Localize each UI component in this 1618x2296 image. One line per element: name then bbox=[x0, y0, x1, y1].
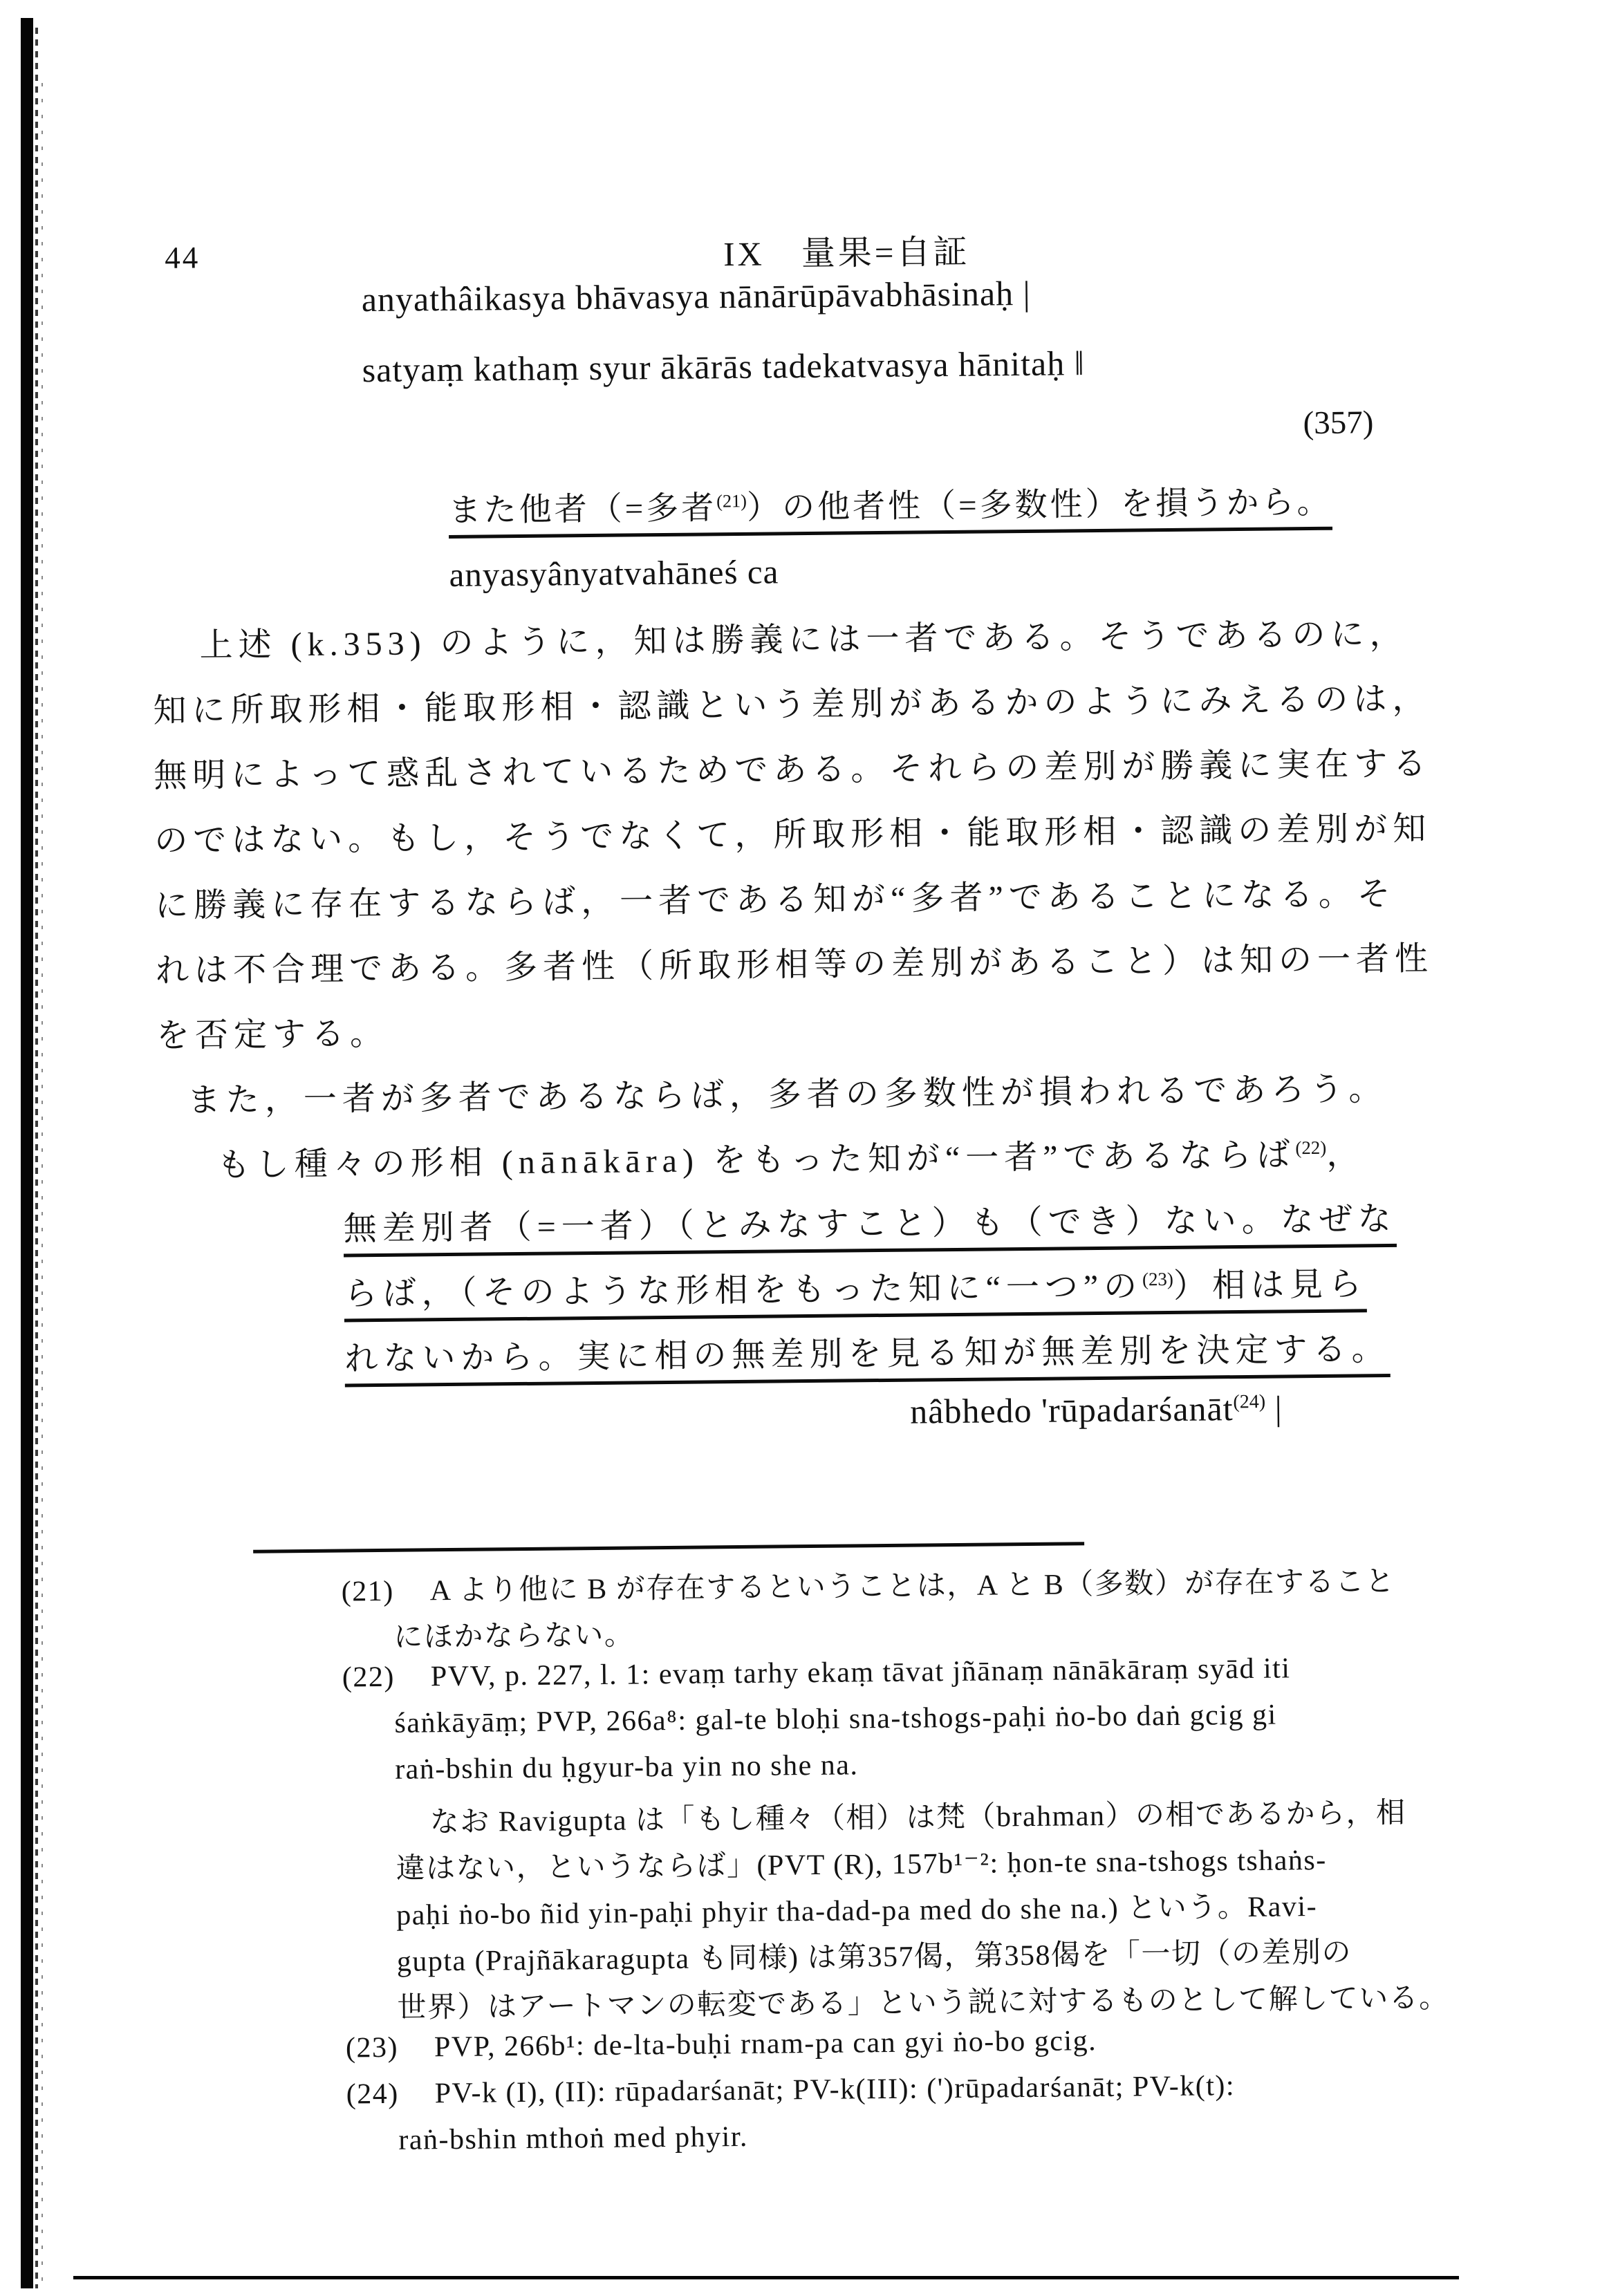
running-header: IX 量果=自証 bbox=[723, 232, 970, 274]
footnote-22-cont: 世界）はアートマンの転変である」という説に対するものとして解している。 bbox=[397, 1982, 1449, 2024]
footnote-22-cont: gupta (Prajñākaragupta も同様) は第357偈，第358偈を「一切（の差別の bbox=[396, 1936, 1352, 1978]
quote-b-text: れないから。実に相の無差別を見る知が無差別を決定する。 bbox=[344, 1331, 1391, 1388]
paragraph-line: を否定する。 bbox=[156, 1015, 389, 1055]
footnote-21-cont: にほかならない。 bbox=[393, 1619, 635, 1654]
footnote-24-cont: raṅ-bshin mthoṅ med phyir. bbox=[398, 2120, 749, 2156]
footnote-text: PVV, p. 227, l. 1: evaṃ tarhy ekaṃ tāvat jñānaṃ nānākāraṃ syād iti bbox=[430, 1652, 1291, 1693]
footnote-marker-22: (22) bbox=[1295, 1137, 1327, 1159]
paragraph-line-text: もし種々の形相 (nānākāra) をもった知が“一者”であるならば bbox=[216, 1137, 1296, 1184]
paragraph-line bbox=[157, 1126, 1492, 1204]
verse-number: (357) bbox=[1303, 404, 1374, 442]
page-number: 44 bbox=[164, 240, 201, 275]
paragraph-line: に勝義に存在するならば，一者である知が“多者”であることになる。そ bbox=[154, 875, 1396, 925]
sanskrit-pratika-a: anyasyânyatvahāneś ca bbox=[449, 552, 779, 594]
footnotes-block bbox=[161, 1558, 1501, 2172]
footnote-text: PVP, 266b¹: de-lta-buḥi rnam-pa can gyi ṅo-bo gcig. bbox=[434, 2025, 1097, 2064]
footnote-marker-21: (21) bbox=[716, 491, 747, 512]
paragraph-line: また，一者が多者であるならば，多者の多数性が損われるであろう。 bbox=[187, 1070, 1388, 1119]
paragraph-line: のではない。もし，そうでなくて，所取形相・能取形相・認識の差別が知 bbox=[154, 810, 1432, 860]
quote-a-text: ）の他者性（=多数性）を損うから。 bbox=[746, 484, 1332, 526]
quoted-translation-b-line bbox=[159, 1321, 1494, 1399]
footnote-text: A より他に B が存在するということは，A と B（多数）が存在すること bbox=[429, 1565, 1395, 1607]
paragraph-line: れは不合理である。多者性（所取形相等の差別があること）は知の一者性 bbox=[155, 940, 1434, 990]
sanskrit-text: nâbhedo 'rūpadarśanāt bbox=[909, 1389, 1234, 1431]
sanskrit-text: | bbox=[1265, 1388, 1283, 1428]
quote-b-text: らば，（そのような形相をもった知に“一つ”の bbox=[344, 1268, 1143, 1313]
footnote-22-cont: śaṅkāyāṃ; PVP, 266a⁸: gal-te bloḥi sna-tshogs-paḥi ṅo-bo daṅ gcig gi bbox=[394, 1699, 1277, 1739]
quoted-translation-b-line bbox=[158, 1191, 1493, 1269]
footnote-label: (21) bbox=[341, 1575, 394, 1608]
paragraph-line-text: ， bbox=[1326, 1136, 1366, 1173]
verse-line-2: satyaṃ kathaṃ syur ākārās tadekatvasya hānitaḥ ‖ bbox=[362, 344, 1085, 390]
quoted-translation-a bbox=[448, 476, 1332, 531]
quote-b-text: ）相は見ら bbox=[1173, 1266, 1368, 1305]
paragraph-line: 知に所取形相・能取形相・認識という差別があるかのようにみえるのは， bbox=[153, 680, 1431, 730]
quote-a-text: また他者（=多者 bbox=[448, 490, 717, 529]
footnote-label: (24) bbox=[346, 2078, 399, 2111]
footnote-22-cont: 違はない，というならば」(PVT (R), 157b¹⁻²: ḥon-te sna-tshogs tshaṅs- bbox=[396, 1844, 1327, 1885]
quote-b-text: 無差別者（=一者）（とみなすこと）も（でき）ない。なぜな bbox=[343, 1201, 1397, 1258]
footnote-label: (22) bbox=[342, 1661, 396, 1694]
footnote-22-cont: なお Ravigupta は「もし種々（相）は梵（brahman）の相であるから，相 bbox=[429, 1797, 1406, 1839]
quoted-translation-b-line bbox=[158, 1256, 1494, 1334]
footnote-text: PV-k (I), (II): rūpadarśanāt; PV-k(III): (')rūpadarśanāt; PV-k(t): bbox=[434, 2070, 1236, 2110]
sanskrit-pratika-b bbox=[160, 1386, 1495, 1464]
footnote-22-cont: raṅ-bshin du ḥgyur-ba yin no she na. bbox=[394, 1749, 859, 1786]
verse-line-1: anyathâikasya bhāvasya nānārūpāvabhāsinaḥ | bbox=[361, 273, 1031, 319]
paragraph-line: 無明によって惑乱されているためである。それらの差別が勝義に実在する bbox=[154, 745, 1432, 795]
paragraph-line: 上述 (k.353) のように，知は勝義には一者である。そうであるのに， bbox=[199, 615, 1408, 664]
footnote-22-cont: paḥi ṅo-bo ñid yin-paḥi phyir tha-dad-pa med do she na.) という。Ravi- bbox=[396, 1891, 1318, 1932]
footnote-label: (23) bbox=[345, 2031, 399, 2064]
footnote-marker-24: (24) bbox=[1233, 1391, 1266, 1413]
commentary-paragraph bbox=[152, 606, 1495, 1464]
footnote-marker-23: (23) bbox=[1142, 1268, 1173, 1290]
footnote-separator-rule bbox=[253, 1542, 1084, 1553]
